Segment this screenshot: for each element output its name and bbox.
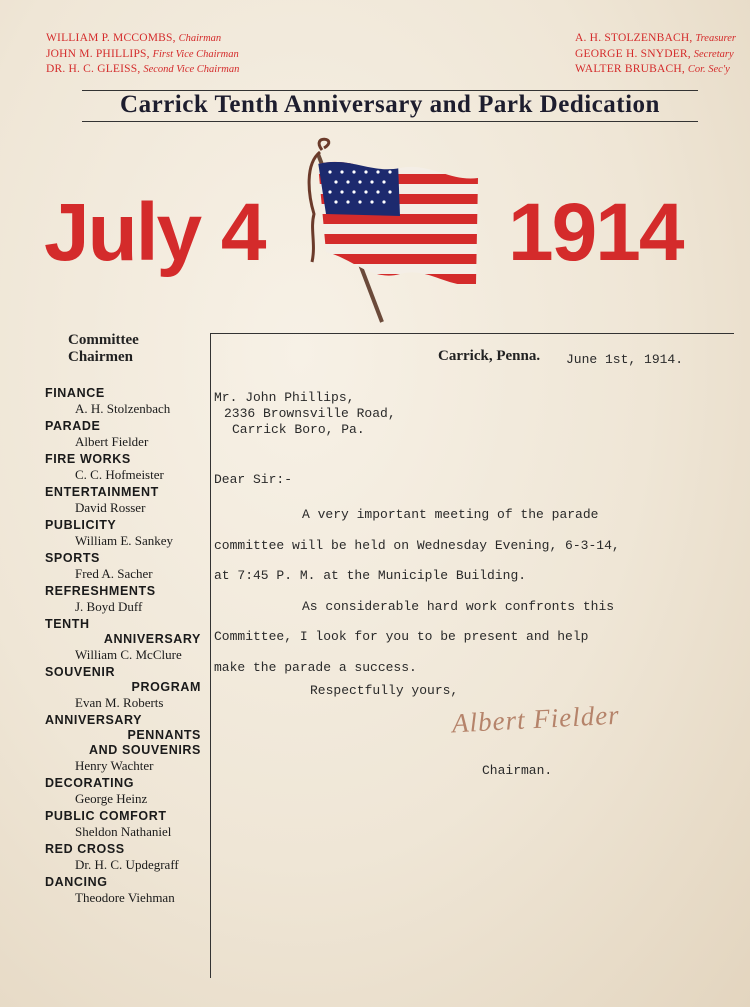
address-line: Carrick Boro, Pa. bbox=[232, 422, 365, 437]
officer-row bbox=[575, 62, 736, 78]
committee-item bbox=[45, 842, 213, 872]
committee-chairman: A. H. Stolzenbach bbox=[75, 401, 171, 416]
committee-item bbox=[45, 617, 213, 662]
committee-item bbox=[45, 875, 213, 905]
recipient-address bbox=[214, 390, 396, 438]
officer-name: DR. H. C. GLEISS, bbox=[46, 63, 141, 75]
signer-title: Chairman. bbox=[482, 763, 553, 778]
committee-name: RED CROSS bbox=[45, 842, 125, 856]
committee-item bbox=[45, 551, 213, 581]
officer-name: WILLIAM P. MCCOMBS, bbox=[46, 32, 176, 44]
officer-role: Treasurer bbox=[695, 33, 736, 44]
committee-chairman: C. C. Hofmeister bbox=[75, 467, 164, 482]
committee-name: DECORATING bbox=[45, 776, 135, 790]
committee-chairman: William C. McClure bbox=[75, 647, 182, 662]
committee-name: REFRESHMENTS bbox=[45, 584, 156, 598]
committee-name: PUBLIC COMFORT bbox=[45, 809, 167, 823]
committee-name: ANNIVERSARY bbox=[45, 713, 143, 727]
committee-item bbox=[45, 485, 213, 515]
committee-chairman: Fred A. Sacher bbox=[75, 566, 153, 581]
officer-row bbox=[575, 47, 736, 63]
committee-name: PROGRAM bbox=[131, 680, 201, 694]
salutation: Dear Sir:- bbox=[214, 472, 293, 487]
committee-name: FINANCE bbox=[45, 386, 105, 400]
committee-chairman: Sheldon Nathaniel bbox=[75, 824, 172, 839]
committee-chairman: Dr. H. C. Updegraff bbox=[75, 857, 179, 872]
officers-left bbox=[46, 31, 239, 78]
officers-right bbox=[575, 31, 736, 78]
committee-item bbox=[45, 665, 213, 710]
committee-item bbox=[45, 419, 213, 449]
body-line: at 7:45 P. M. at the Municiple Building. bbox=[214, 568, 527, 583]
body-line: As considerable hard work confronts this bbox=[302, 598, 615, 614]
committee-title-line2: Chairmen bbox=[68, 349, 133, 365]
committee-chairman: Evan M. Roberts bbox=[75, 695, 164, 710]
body-line: committee will be held on Wednesday Evening, 6-3-14, bbox=[214, 537, 620, 553]
letter-place: Carrick, Penna. bbox=[438, 348, 541, 364]
committee-chairmen-heading bbox=[68, 332, 198, 366]
officer-name: A. H. STOLZENBACH, bbox=[575, 32, 693, 44]
officer-row bbox=[46, 47, 239, 63]
officer-name: GEORGE H. SNYDER, bbox=[575, 47, 691, 60]
committee-name: PARADE bbox=[45, 419, 101, 433]
committee-chairman: Albert Fielder bbox=[75, 434, 149, 449]
committee-chairman: Henry Wachter bbox=[75, 758, 154, 773]
committee-name: TENTH bbox=[45, 617, 90, 631]
officer-row bbox=[575, 31, 736, 47]
letter-date: June 1st, 1914. bbox=[566, 352, 684, 367]
event-date-year: 1914 bbox=[508, 187, 683, 278]
committee-item bbox=[45, 584, 213, 614]
body-line: make the parade a success. bbox=[214, 659, 417, 675]
letter-top-rule bbox=[210, 333, 734, 334]
address-line: Mr. John Phillips, bbox=[214, 390, 355, 405]
officer-name: WALTER BRUBACH, bbox=[575, 63, 685, 75]
american-flag-icon bbox=[300, 134, 485, 324]
committee-item bbox=[45, 386, 213, 416]
handwritten-signature: Albert Fielder bbox=[451, 699, 621, 739]
address-line: 2336 Brownsville Road, bbox=[224, 406, 396, 421]
committee-title-line1: Committee bbox=[68, 332, 139, 348]
committee-item bbox=[45, 713, 213, 773]
officer-role: First Vice Chairman bbox=[152, 48, 239, 60]
committee-chairman: David Rosser bbox=[75, 500, 146, 515]
committee-name: PENNANTS bbox=[127, 728, 201, 742]
committee-name: DANCING bbox=[45, 875, 108, 889]
committee-name: SPORTS bbox=[45, 551, 100, 565]
officer-role: Chairman bbox=[178, 33, 222, 44]
title-rule-bottom bbox=[82, 121, 698, 122]
committee-name: SOUVENIR bbox=[45, 665, 116, 679]
committee-name: ANNIVERSARY bbox=[103, 632, 201, 646]
committee-item bbox=[45, 452, 213, 482]
committee-chairman: Theodore Viehman bbox=[75, 890, 175, 905]
officer-name: JOHN M. PHILLIPS, bbox=[46, 47, 150, 60]
officer-row bbox=[46, 62, 239, 78]
event-date-day: July 4 bbox=[44, 187, 265, 278]
committee-item bbox=[45, 809, 213, 839]
officer-role: Secretary bbox=[693, 48, 734, 60]
committee-item bbox=[45, 776, 213, 806]
officer-role: Cor. Sec'y bbox=[687, 64, 730, 75]
body-line: Committee, I look for you to be present and help bbox=[214, 629, 589, 644]
committee-name: PUBLICITY bbox=[45, 518, 117, 532]
committee-name: ENTERTAINMENT bbox=[45, 485, 159, 499]
committee-name: FIRE WORKS bbox=[45, 452, 131, 466]
body-line: A very important meeting of the parade bbox=[302, 507, 599, 522]
officer-role: Second Vice Chairman bbox=[143, 64, 240, 75]
letter-closing: Respectfully yours, bbox=[310, 683, 459, 698]
committee-chairman: J. Boyd Duff bbox=[75, 599, 143, 614]
letter-body bbox=[214, 500, 714, 683]
committee-chairman: William E. Sankey bbox=[75, 533, 174, 548]
committee-chairman: George Heinz bbox=[75, 791, 148, 806]
event-title: Carrick Tenth Anniversary and Park Dedication bbox=[120, 91, 660, 118]
committee-item bbox=[45, 518, 213, 548]
committee-list bbox=[45, 386, 213, 908]
officer-row bbox=[46, 31, 239, 47]
committee-name: AND SOUVENIRS bbox=[89, 743, 201, 757]
